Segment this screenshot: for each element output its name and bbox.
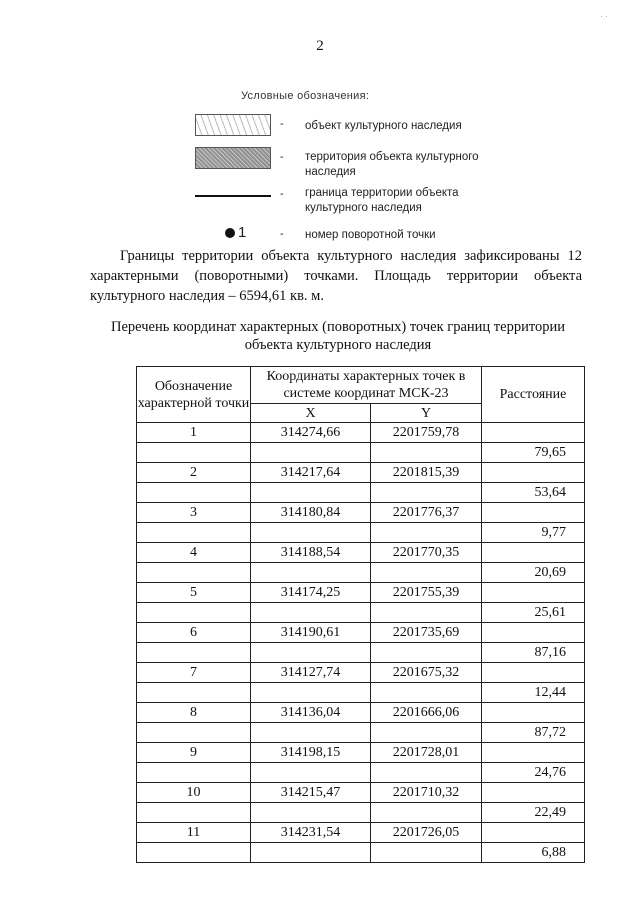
point-id-cell: 6 bbox=[137, 623, 251, 643]
table-row bbox=[137, 463, 585, 483]
table-row bbox=[137, 743, 585, 763]
empty-cell bbox=[371, 563, 482, 583]
table-row bbox=[137, 783, 585, 803]
distance-cell: 12,44 bbox=[482, 683, 585, 703]
empty-cell bbox=[371, 603, 482, 623]
empty-cell bbox=[371, 483, 482, 503]
empty-cell bbox=[251, 763, 371, 783]
y-cell: 2201710,32 bbox=[371, 783, 482, 803]
point-id-cell: 8 bbox=[137, 703, 251, 723]
empty-cell bbox=[251, 643, 371, 663]
table-row bbox=[137, 423, 585, 443]
distance-cell: 79,65 bbox=[482, 443, 585, 463]
distance-cell: 87,72 bbox=[482, 723, 585, 743]
legend-label: номер поворотной точки bbox=[305, 229, 436, 241]
x-cell: 314231,54 bbox=[251, 823, 371, 843]
table-row-distance bbox=[137, 563, 585, 583]
table-row-distance bbox=[137, 683, 585, 703]
x-cell: 314180,84 bbox=[251, 503, 371, 523]
legend-dash: - bbox=[280, 118, 284, 130]
empty-cell bbox=[137, 523, 251, 543]
distance-cell: 20,69 bbox=[482, 563, 585, 583]
empty-cell bbox=[137, 683, 251, 703]
distance-cell: 6,88 bbox=[482, 843, 585, 863]
distance-cell-empty bbox=[482, 623, 585, 643]
x-cell: 314190,61 bbox=[251, 623, 371, 643]
legend-dash: - bbox=[280, 151, 284, 163]
y-cell: 2201728,01 bbox=[371, 743, 482, 763]
dot-icon bbox=[225, 228, 235, 238]
empty-cell bbox=[371, 443, 482, 463]
x-cell: 314215,47 bbox=[251, 783, 371, 803]
table-row bbox=[137, 503, 585, 523]
header-x: X bbox=[251, 404, 371, 423]
header-distance: Расстояние bbox=[482, 367, 585, 423]
point-id-cell: 2 bbox=[137, 463, 251, 483]
table-row bbox=[137, 623, 585, 643]
empty-cell bbox=[137, 483, 251, 503]
x-cell: 314136,04 bbox=[251, 703, 371, 723]
table-row-distance bbox=[137, 483, 585, 503]
point-id-cell: 7 bbox=[137, 663, 251, 683]
table-row-distance bbox=[137, 723, 585, 743]
empty-cell bbox=[137, 643, 251, 663]
empty-cell bbox=[251, 523, 371, 543]
x-cell: 314127,74 bbox=[251, 663, 371, 683]
empty-cell bbox=[251, 603, 371, 623]
x-cell: 314198,15 bbox=[251, 743, 371, 763]
legend-dash: - bbox=[280, 228, 284, 240]
y-cell: 2201675,32 bbox=[371, 663, 482, 683]
y-cell: 2201755,39 bbox=[371, 583, 482, 603]
y-cell: 2201770,35 bbox=[371, 543, 482, 563]
page-number: 2 bbox=[316, 38, 324, 54]
empty-cell bbox=[251, 843, 371, 863]
table-row bbox=[137, 703, 585, 723]
table-body bbox=[137, 423, 585, 863]
point-id-cell: 1 bbox=[137, 423, 251, 443]
empty-cell bbox=[137, 603, 251, 623]
point-id-cell: 3 bbox=[137, 503, 251, 523]
distance-cell: 9,77 bbox=[482, 523, 585, 543]
distance-cell-empty bbox=[482, 583, 585, 603]
empty-cell bbox=[371, 683, 482, 703]
point-id-cell: 4 bbox=[137, 543, 251, 563]
point-id-cell: 5 bbox=[137, 583, 251, 603]
legend-title: Условные обозначения: bbox=[241, 90, 370, 102]
y-cell: 2201726,05 bbox=[371, 823, 482, 843]
distance-cell: 25,61 bbox=[482, 603, 585, 623]
x-cell: 314217,64 bbox=[251, 463, 371, 483]
empty-cell bbox=[371, 523, 482, 543]
table-row-distance bbox=[137, 843, 585, 863]
y-cell: 2201735,69 bbox=[371, 623, 482, 643]
x-cell: 314188,54 bbox=[251, 543, 371, 563]
empty-cell bbox=[137, 443, 251, 463]
y-cell: 2201815,39 bbox=[371, 463, 482, 483]
body-paragraph: Границы территории объекта культурного наследия зафиксированы 12 характерными (поворотными) точками. Площадь территории объекта культурного наследия – 6594,61 кв. м. bbox=[90, 248, 582, 304]
empty-cell bbox=[251, 803, 371, 823]
table-row bbox=[137, 823, 585, 843]
table-row bbox=[137, 543, 585, 563]
header-coords: Координаты характерных точек в системе координат МСК-23 bbox=[251, 367, 482, 404]
x-cell: 314174,25 bbox=[251, 583, 371, 603]
empty-cell bbox=[371, 803, 482, 823]
distance-cell-empty bbox=[482, 783, 585, 803]
empty-cell bbox=[137, 723, 251, 743]
legend-dash: - bbox=[280, 188, 284, 200]
x-cell: 314274,66 bbox=[251, 423, 371, 443]
distance-cell-empty bbox=[482, 503, 585, 523]
point-id-cell: 9 bbox=[137, 743, 251, 763]
table-row-distance bbox=[137, 643, 585, 663]
boundary-line-icon bbox=[195, 195, 271, 197]
y-cell: 2201759,78 bbox=[371, 423, 482, 443]
empty-cell bbox=[371, 643, 482, 663]
distance-cell-empty bbox=[482, 543, 585, 563]
table-row-distance bbox=[137, 603, 585, 623]
distance-cell-empty bbox=[482, 743, 585, 763]
distance-cell: 24,76 bbox=[482, 763, 585, 783]
table-row-distance bbox=[137, 803, 585, 823]
legend-label: граница территории объекта культурного наследия bbox=[305, 187, 459, 214]
distance-cell-empty bbox=[482, 823, 585, 843]
distance-cell-empty bbox=[482, 663, 585, 683]
point-id-cell: 10 bbox=[137, 783, 251, 803]
table-title: Перечень координат характерных (поворотных) точек границ территории объекта культурного наследия bbox=[110, 319, 566, 353]
distance-cell-empty bbox=[482, 463, 585, 483]
empty-cell bbox=[251, 723, 371, 743]
empty-cell bbox=[137, 843, 251, 863]
point-id-cell: 11 bbox=[137, 823, 251, 843]
distance-cell-empty bbox=[482, 703, 585, 723]
empty-cell bbox=[251, 483, 371, 503]
empty-cell bbox=[137, 563, 251, 583]
empty-cell bbox=[137, 803, 251, 823]
distance-cell-empty bbox=[482, 423, 585, 443]
distance-cell: 87,16 bbox=[482, 643, 585, 663]
table-row-distance bbox=[137, 443, 585, 463]
y-cell: 2201776,37 bbox=[371, 503, 482, 523]
y-cell: 2201666,06 bbox=[371, 703, 482, 723]
legend-label: объект культурного наследия bbox=[305, 120, 462, 132]
point-marker-label: 1 bbox=[238, 224, 247, 241]
empty-cell bbox=[137, 763, 251, 783]
distance-cell: 22,49 bbox=[482, 803, 585, 823]
coordinates-table bbox=[136, 366, 585, 863]
empty-cell bbox=[371, 723, 482, 743]
table-row-distance bbox=[137, 763, 585, 783]
header-y: Y bbox=[371, 404, 482, 423]
distance-cell: 53,64 bbox=[482, 483, 585, 503]
margin-mark: · · bbox=[600, 12, 608, 21]
empty-cell bbox=[371, 763, 482, 783]
empty-cell bbox=[371, 843, 482, 863]
empty-cell bbox=[251, 683, 371, 703]
empty-cell bbox=[251, 443, 371, 463]
hatched-area-icon bbox=[195, 114, 271, 136]
table-row bbox=[137, 663, 585, 683]
point-marker-icon bbox=[225, 224, 246, 241]
empty-cell bbox=[251, 563, 371, 583]
table-row bbox=[137, 583, 585, 603]
table-row-distance bbox=[137, 523, 585, 543]
legend-label: территория объекта культурного наследия bbox=[305, 151, 479, 178]
header-point: Обозначение характерной точки bbox=[137, 367, 251, 423]
shaded-area-icon bbox=[195, 147, 271, 169]
